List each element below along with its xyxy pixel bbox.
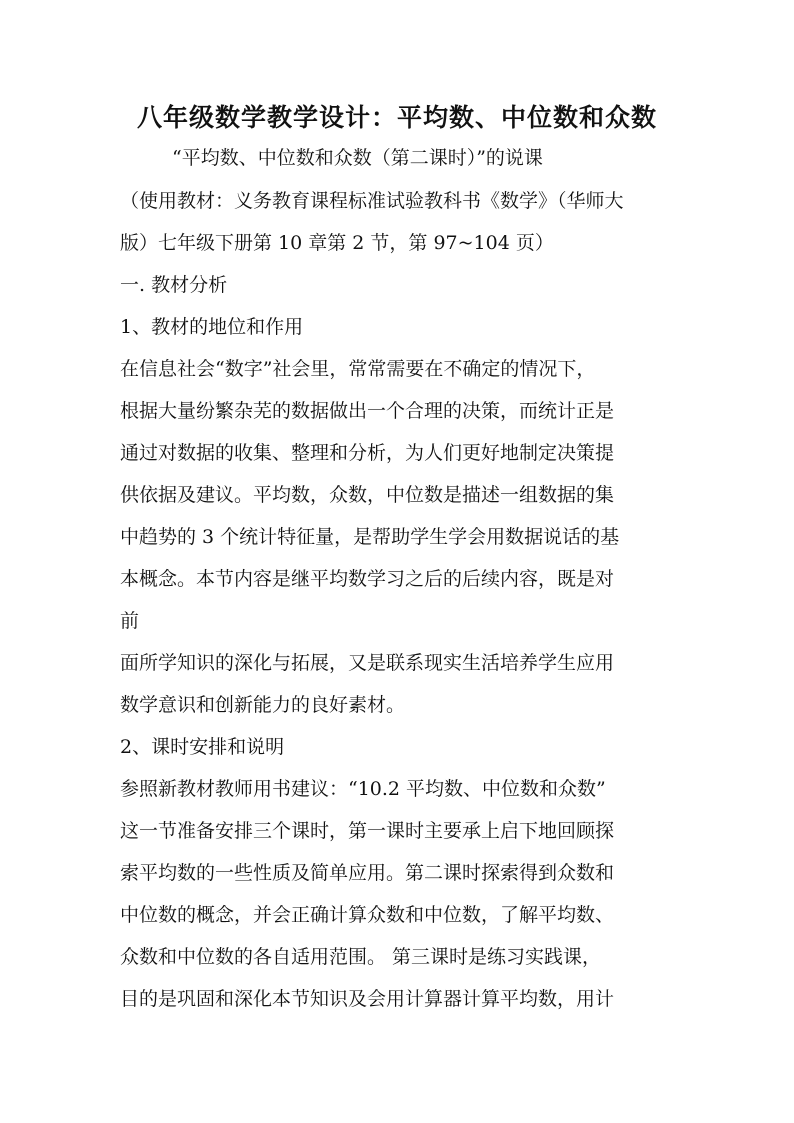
document-title: 八年级数学教学设计：平均数、中位数和众数 — [136, 103, 657, 132]
text-line: 供依据及建议。平均数，众数，中位数是描述一组数据的集 — [120, 484, 615, 506]
subsection-heading: 1、教材的地位和作用 — [120, 316, 304, 338]
text-line: 面所学知识的深化与拓展，又是联系现实生活培养学生应用 — [120, 652, 615, 674]
text-line: 参照新教材教师用书建议：“10.2 平均数、中位数和众数” — [120, 778, 606, 800]
document-subtitle: “平均数、中位数和众数（第二课时）”的说课 — [172, 147, 543, 169]
text-line: 在信息社会“数字”社会里，常常需要在不确定的情况下， — [120, 358, 596, 380]
text-line: 数学意识和创新能力的良好素材。 — [120, 694, 406, 716]
text-line: 版）七年级下册第 10 章第 2 节，第 97~104 页） — [120, 232, 554, 254]
text-line: 前 — [120, 610, 140, 632]
subsection-heading: 2、课时安排和说明 — [120, 736, 285, 758]
text-line: 根据大量纷繁杂芜的数据做出一个合理的决策，而统计正是 — [120, 400, 615, 422]
text-line: 本概念。本节内容是继平均数学习之后的后续内容，既是对 — [120, 568, 615, 590]
text-line: 索平均数的一些性质及简单应用。第二课时探索得到众数和 — [120, 862, 615, 884]
text-line: 中趋势的 3 个统计特征量，是帮助学生学会用数据说话的基 — [120, 526, 620, 548]
text-line: 目的是巩固和深化本节知识及会用计算器计算平均数，用计 — [120, 988, 615, 1010]
text-line: 中位数的概念，并会正确计算众数和中位数，了解平均数、 — [120, 904, 615, 926]
text-line: （使用教材：义务教育课程标准试验教科书《数学》（华师大 — [120, 190, 624, 212]
text-line: 这一节准备安排三个课时，第一课时主要承上启下地回顾探 — [120, 820, 615, 842]
text-line: 通过对数据的收集、整理和分析，为人们更好地制定决策提 — [120, 442, 615, 464]
text-line: 众数和中位数的各自适用范围。 第三课时是练习实践课， — [120, 946, 602, 968]
section-heading: 一. 教材分析 — [120, 274, 228, 296]
